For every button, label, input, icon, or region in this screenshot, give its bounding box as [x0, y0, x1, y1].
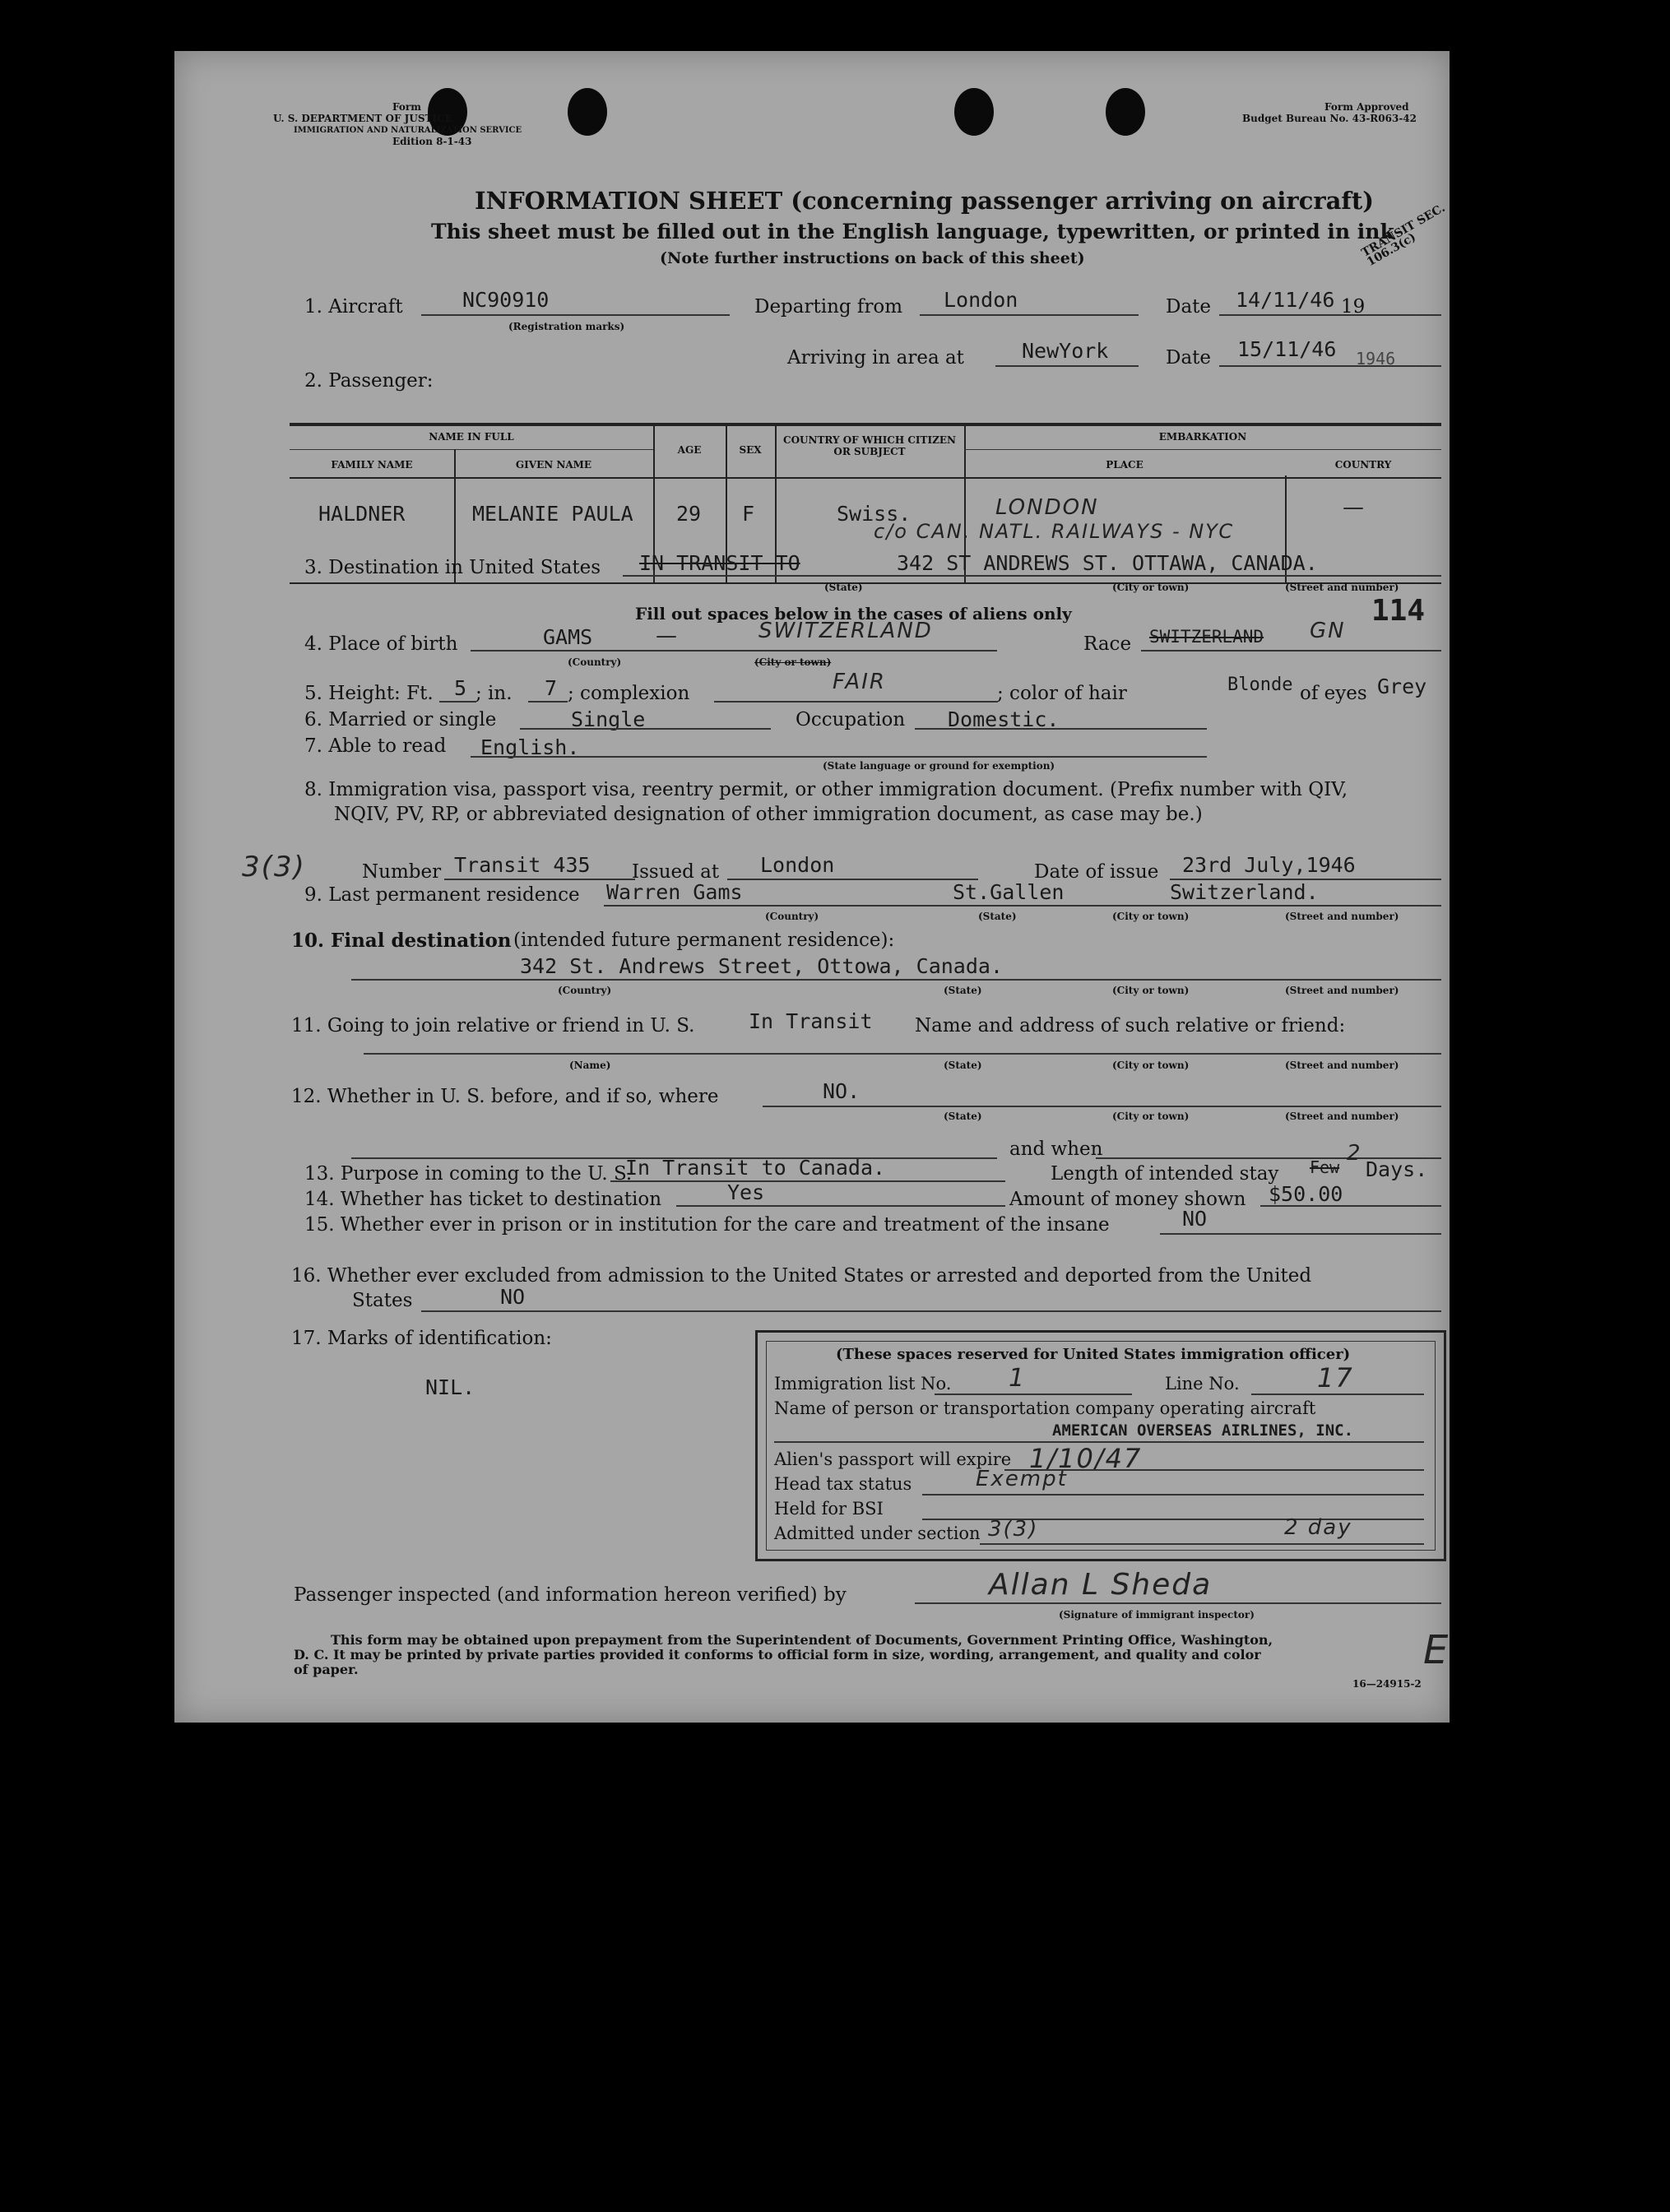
visa-margin-note: 3(3) — [242, 851, 306, 883]
eyes-label: of eyes — [1300, 683, 1367, 704]
visa-issued-label: Issued at — [632, 861, 720, 883]
th-age: AGE — [677, 444, 702, 456]
imm-list-value[interactable]: 1 — [1009, 1364, 1027, 1393]
visa-issued[interactable]: London — [760, 853, 835, 877]
marks-label: 17. Marks of identification: — [291, 1328, 552, 1349]
final-dest-value[interactable]: 342 St. Andrews Street, Ottowa, Canada. — [520, 954, 1003, 978]
inspected-label: Passenger inspected (and information hereon verified) by — [294, 1584, 847, 1606]
occupation-label: Occupation — [796, 709, 906, 730]
punch-hole — [954, 88, 994, 136]
date2-print: 1946 — [1356, 349, 1396, 369]
race-label: Race — [1083, 633, 1132, 655]
punch-hole — [568, 88, 607, 136]
join-label: 11. Going to join relative or friend in U. S. — [291, 1015, 695, 1036]
join-sub-city: (City or town) — [1112, 1060, 1190, 1071]
birth-sub-country: (Country) — [568, 656, 622, 668]
th-embarkation: EMBARKATION — [1158, 431, 1247, 443]
form-instruction: This sheet must be filled out in the English language, typewritten, or printed in ink — [431, 220, 1394, 243]
excluded-line1: 16. Whether ever excluded from admission to the United States or arrested and deported from the United — [291, 1265, 1312, 1287]
headtax-value[interactable]: Exempt — [976, 1467, 1068, 1491]
before-when-label: and when — [1009, 1138, 1103, 1160]
admitted-value[interactable]: 3(3) — [988, 1517, 1039, 1542]
th-given-name: GIVEN NAME — [515, 459, 592, 471]
form-sheet — [174, 51, 1450, 1723]
th-family-name: FAMILY NAME — [331, 459, 413, 471]
join-label2: Name and address of such relative or friend: — [915, 1015, 1346, 1036]
stamp-114: 114 — [1371, 594, 1426, 628]
destination-handwritten: c/o CAN. NATL. RAILWAYS - NYC — [874, 520, 1235, 543]
stay-unit[interactable]: Days. — [1366, 1157, 1428, 1181]
money-value[interactable]: $50.00 — [1269, 1182, 1343, 1206]
service: IMMIGRATION AND NATURALIZATION SERVICE — [294, 126, 522, 135]
footer-line1: This form may be obtained upon prepayment from the Superintendent of Documents, Government Printing Office, Washington, — [331, 1632, 1273, 1648]
departing-label: Departing from — [754, 296, 903, 318]
read-label: 7. Able to read — [304, 735, 447, 757]
transit-stamp: TRANSIT SEC. 106.3(c) — [1359, 201, 1448, 270]
footer-margin-mark: E — [1423, 1627, 1450, 1673]
arriving-label: Arriving in area at — [787, 347, 964, 369]
date2-value[interactable]: 15/11/46 — [1237, 337, 1337, 361]
before-sub-street: (Street and number) — [1285, 1111, 1399, 1122]
footer-code: 16—24915-2 — [1352, 1678, 1422, 1690]
fd-sub-state: (State) — [944, 985, 982, 996]
excluded-line2: States — [352, 1290, 413, 1311]
officer-box — [755, 1330, 1446, 1561]
line-no-label: Line No. — [1165, 1374, 1240, 1394]
aircraft-value[interactable]: NC90910 — [462, 288, 550, 312]
passport-value[interactable]: 1/10/47 — [1029, 1443, 1143, 1474]
complexion-value[interactable]: FAIR — [833, 670, 886, 694]
hair-value[interactable]: Blonde — [1227, 675, 1293, 695]
fd-sub-street: (Street and number) — [1285, 985, 1399, 996]
visa-date[interactable]: 23rd July,1946 — [1182, 853, 1356, 877]
passport-label: Alien's passport will expire — [774, 1449, 1012, 1469]
visa-line1: 8. Immigration visa, passport visa, reentry permit, or other immigration document. (Prefix number with QIV, — [304, 779, 1348, 800]
height-in-label: ; in. — [475, 683, 513, 704]
bsi-label: Held for BSI — [774, 1499, 884, 1519]
inspector-signature[interactable]: Allan L Sheda — [989, 1568, 1213, 1602]
department: U. S. DEPARTMENT OF JUSTICE — [273, 113, 452, 124]
birth-label: 4. Place of birth — [304, 633, 458, 655]
purpose-label: 13. Purpose in coming to the U. S. — [304, 1163, 633, 1185]
officer-box-title: (These spaces reserved for United States immigration officer) — [836, 1346, 1351, 1363]
cell-place[interactable]: LONDON — [995, 495, 1099, 520]
money-label: Amount of money shown — [1009, 1189, 1246, 1210]
join-sub-state: (State) — [944, 1060, 982, 1071]
dest-sub-street: (Street and number) — [1285, 582, 1399, 593]
registration-sub: (Registration marks) — [508, 321, 625, 332]
before-label: 12. Whether in U. S. before, and if so, where — [291, 1086, 719, 1107]
year-suffix: 19 — [1341, 296, 1366, 318]
residence-city[interactable]: St.Gallen — [953, 880, 1065, 904]
footer-line2: D. C. It may be printed by private parties provided it conforms to official form in size, wording, arrangement, and quality and color — [294, 1647, 1261, 1662]
eyes-value[interactable]: Grey — [1377, 675, 1427, 698]
residence-country[interactable]: Warren Gams — [606, 880, 743, 904]
visa-date-label: Date of issue — [1034, 861, 1159, 883]
budget-bureau: Budget Bureau No. 43-R063-42 — [1242, 113, 1417, 124]
form-number: Form — [392, 101, 421, 113]
stay-label: Length of intended stay — [1051, 1163, 1279, 1185]
inspected-sub: (Signature of immigrant inspector) — [1059, 1609, 1255, 1621]
cell-country[interactable]: — — [1343, 495, 1366, 520]
th-citizen: COUNTRY OF WHICH CITIZEN OR SUBJECT — [783, 434, 956, 457]
operator-value[interactable]: AMERICAN OVERSEAS AIRLINES, INC. — [1052, 1421, 1354, 1440]
footer-line3: of paper. — [294, 1662, 359, 1677]
birth-sub-city: (City or town) — [754, 656, 832, 668]
passenger-label: 2. Passenger: — [304, 370, 434, 392]
birth-value2[interactable]: SWITZERLAND — [758, 619, 933, 643]
read-value[interactable]: English. — [480, 735, 580, 759]
complexion-label: ; complexion — [568, 683, 690, 704]
height-ft[interactable]: 5 — [454, 676, 467, 700]
destination-struck: IN TRANSIT TO — [639, 551, 800, 575]
cell-sex[interactable]: F — [742, 502, 755, 526]
th-sex: SEX — [739, 444, 762, 456]
headtax-label: Head tax status — [774, 1474, 912, 1494]
final-dest-label: 10. Final destination — [291, 930, 512, 952]
admitted-label: Admitted under section — [774, 1523, 981, 1543]
visa-number-label: Number — [362, 861, 442, 883]
line-no-value[interactable]: 17 — [1317, 1362, 1354, 1394]
res-sub-city: (City or town) — [1112, 911, 1190, 922]
cell-family[interactable]: HALDNER — [318, 502, 406, 526]
occupation-value[interactable]: Domestic. — [948, 707, 1060, 731]
ticket-value[interactable]: Yes — [727, 1180, 765, 1204]
admitted-days[interactable]: 2 day — [1284, 1515, 1352, 1540]
dest-sub-state: (State) — [824, 582, 863, 593]
purpose-value[interactable]: In Transit to Canada. — [625, 1156, 886, 1180]
imm-list-label: Immigration list No. — [774, 1374, 952, 1394]
before-sub-state: (State) — [944, 1111, 982, 1122]
dest-sub-city: (City or town) — [1112, 582, 1190, 593]
join-sub-name: (Name) — [569, 1060, 611, 1071]
join-sub-street: (Street and number) — [1285, 1060, 1399, 1071]
date-value[interactable]: 14/11/46 — [1236, 288, 1335, 312]
destination-label: 3. Destination in United States — [304, 557, 601, 578]
married-label: 6. Married or single — [304, 709, 497, 730]
height-in[interactable]: 7 — [545, 676, 558, 700]
prison-value[interactable]: NO — [1182, 1207, 1208, 1231]
race-struck: SWITZERLAND — [1149, 627, 1264, 647]
excluded-value[interactable]: NO — [500, 1285, 526, 1309]
form-note: (Note further instructions on back of this sheet) — [660, 249, 1085, 267]
hair-label: ; color of hair — [997, 683, 1127, 704]
residence-label: 9. Last permanent residence — [304, 884, 580, 906]
stay-hand: 2 — [1347, 1141, 1362, 1166]
cell-age[interactable]: 29 — [676, 502, 702, 526]
res-sub-street: (Street and number) — [1285, 911, 1399, 922]
race-value[interactable]: GN — [1310, 619, 1346, 643]
stay-struck: Few — [1310, 1157, 1340, 1177]
ticket-label: 14. Whether has ticket to destination — [304, 1189, 662, 1210]
departing-value[interactable]: London — [944, 288, 1018, 312]
th-country: COUNTRY — [1334, 459, 1392, 471]
date-label: Date — [1166, 296, 1212, 318]
residence-street[interactable]: Switzerland. — [1170, 880, 1319, 904]
join-value[interactable]: In Transit — [749, 1009, 873, 1033]
form-approved: Form Approved — [1324, 101, 1409, 113]
date2-label: Date — [1166, 347, 1212, 369]
before-value[interactable]: NO. — [823, 1079, 861, 1103]
arriving-value[interactable]: NewYork — [1022, 339, 1109, 363]
fd-sub-city: (City or town) — [1112, 985, 1190, 996]
visa-number[interactable]: Transit 435 — [454, 853, 591, 877]
punch-hole — [1106, 88, 1145, 136]
aliens-only-note: Fill out spaces below in the cases of aliens only — [635, 604, 1072, 624]
read-sub: (State language or ground for exemption) — [823, 760, 1055, 772]
th-place: PLACE — [1106, 459, 1143, 471]
marks-value[interactable]: NIL. — [425, 1375, 475, 1399]
cell-given[interactable]: MELANIE PAULA — [472, 502, 633, 526]
aircraft-label: 1. Aircraft — [304, 296, 403, 318]
res-sub-country: (Country) — [765, 911, 819, 922]
res-sub-state: (State) — [978, 911, 1017, 922]
visa-line2: NQIV, PV, RP, or abbreviated designation of other immigration document, as case may be.) — [334, 804, 1203, 825]
edition: Edition 8-1-43 — [392, 136, 472, 147]
final-dest-label2: (intended future permanent residence): — [513, 930, 895, 951]
operator-label: Name of person or transportation company operating aircraft — [774, 1398, 1316, 1418]
th-name-in-full: NAME IN FULL — [429, 431, 514, 443]
married-value[interactable]: Single — [571, 707, 646, 731]
height-label: 5. Height: Ft. — [304, 683, 434, 704]
fd-sub-country: (Country) — [558, 985, 612, 996]
destination-value[interactable]: 342 ST ANDREWS ST. OTTAWA, CANADA. — [897, 551, 1318, 575]
cell-citizen[interactable]: Swiss. — [837, 502, 912, 526]
birth-value1[interactable]: GAMS — [543, 625, 593, 649]
before-sub-city: (City or town) — [1112, 1111, 1190, 1122]
form-title: INFORMATION SHEET (concerning passenger arriving on aircraft) — [475, 187, 1375, 215]
prison-label: 15. Whether ever in prison or in institution for the care and treatment of the insane — [304, 1214, 1110, 1236]
birth-dash: — — [656, 624, 679, 648]
